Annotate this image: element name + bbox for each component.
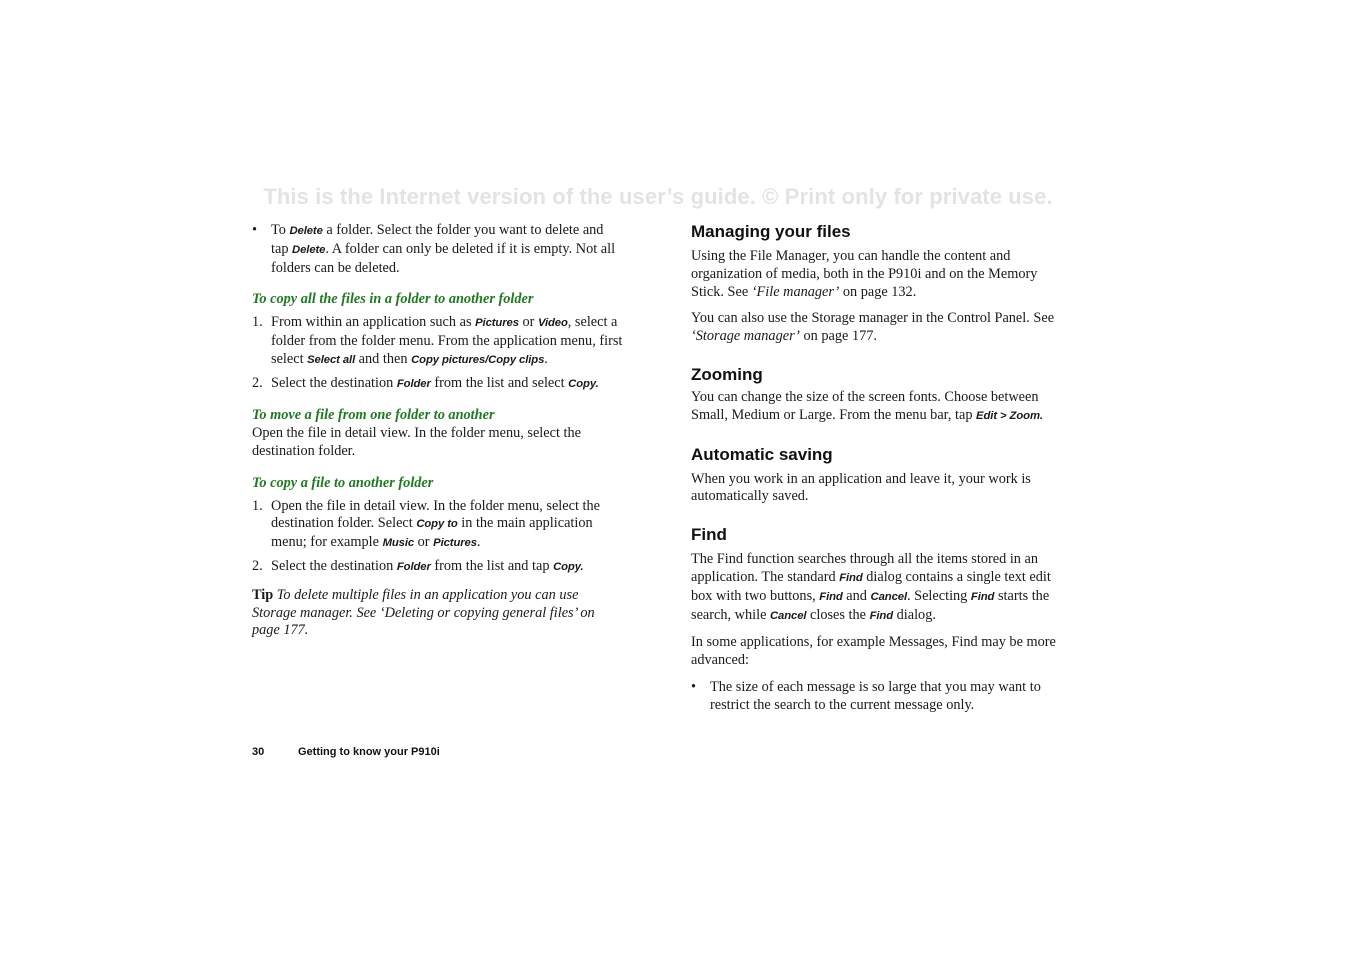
step-2 bbox=[252, 558, 624, 577]
heading-find: Find bbox=[691, 525, 727, 545]
text: . A folder can only be deleted if it is empty. Not all folders can be deleted. bbox=[271, 240, 616, 276]
text: or bbox=[518, 314, 538, 331]
heading-zooming: Zooming bbox=[691, 364, 763, 384]
text: dialog contains a single text edit box with two buttons, bbox=[691, 568, 1051, 604]
section-heading-move-file: To move a file from one folder to another bbox=[252, 407, 495, 424]
step-1 bbox=[252, 498, 624, 553]
text: or bbox=[414, 534, 434, 551]
text: Select the destination bbox=[271, 557, 397, 574]
text: closes the bbox=[806, 606, 870, 623]
ui-term-find: Find bbox=[869, 609, 894, 622]
managing-paragraph-2 bbox=[691, 310, 1063, 346]
find-paragraph-2: In some applications, for example Messages, Find may be more advanced: bbox=[691, 634, 1056, 669]
ui-term-cancel: Cancel bbox=[870, 590, 907, 603]
ui-term-delete: Delete bbox=[292, 243, 326, 256]
cross-reference: ‘File manager’ bbox=[751, 283, 840, 300]
zooming-paragraph bbox=[691, 389, 1063, 426]
text: and bbox=[842, 587, 871, 604]
autosave-paragraph: When you work in an application and leave it, your work is automatically saved. bbox=[691, 470, 1031, 505]
ui-term-folder: Folder bbox=[396, 560, 431, 573]
text: Open the file in detail view. In the folder menu, select the destination folder. Select bbox=[271, 497, 600, 532]
text: , select a folder from the folder menu. From the application menu, first select bbox=[271, 314, 623, 367]
text: on page 132. bbox=[839, 283, 917, 300]
text: To bbox=[271, 222, 290, 238]
text: from the list and tap bbox=[430, 557, 554, 574]
tip-text: To delete multiple files in an application you can use Storage manager. See ‘Deleting or copying general files’ on page 177. bbox=[252, 586, 595, 639]
ui-term-video: Video bbox=[537, 317, 568, 330]
step-number: 1. bbox=[252, 497, 263, 514]
ui-term-find: Find bbox=[819, 590, 843, 603]
text: Using the File Manager, you can handle the content and organization of media, both in the P910i and on the Memory Stick. See bbox=[691, 248, 1038, 300]
tip-paragraph bbox=[252, 587, 624, 640]
right-column bbox=[691, 222, 1063, 715]
ui-term-music: Music bbox=[382, 537, 415, 550]
ui-term-cancel: Cancel bbox=[770, 609, 807, 622]
section-body-move-file: Open the file in detail view. In the folder menu, select the destination folder. bbox=[252, 425, 581, 459]
text: . bbox=[544, 350, 548, 367]
text: . Selecting bbox=[906, 587, 971, 604]
ui-term-edit-zoom: Edit > Zoom. bbox=[976, 409, 1043, 422]
step-1 bbox=[252, 314, 624, 369]
text: The Find function searches through all the items stored in an application. The standard bbox=[691, 551, 1039, 585]
ui-term-select-all: Select all bbox=[307, 353, 356, 366]
heading-managing-files: Managing your files bbox=[691, 222, 851, 241]
ui-term-copy: Copy. bbox=[568, 377, 599, 390]
text: The size of each message is so large that you may want to restrict the search to the current message only. bbox=[710, 678, 1041, 713]
footer-title: Getting to know your P910i bbox=[298, 746, 440, 758]
text: From within an application such as bbox=[271, 314, 476, 331]
find-bullet bbox=[691, 679, 1063, 715]
text: You can also use the Storage manager in the Control Panel. See bbox=[691, 310, 1055, 327]
text: Select the destination bbox=[271, 374, 397, 391]
ui-term-folder: Folder bbox=[396, 377, 431, 390]
step-number: 1. bbox=[252, 314, 263, 331]
step-number: 2. bbox=[252, 374, 263, 391]
text: and then bbox=[355, 350, 412, 367]
ui-term-copy: Copy. bbox=[553, 560, 584, 573]
step-2 bbox=[252, 375, 624, 394]
heading-automatic-saving: Automatic saving bbox=[691, 444, 833, 464]
text: You can change the size of the screen fonts. Choose between Small, Medium or Large. From the menu bar, tap bbox=[691, 388, 1039, 423]
ui-term-copy-pictures: Copy pictures/Copy clips bbox=[411, 353, 545, 366]
section-heading-copy-file: To copy a file to another folder bbox=[252, 474, 434, 491]
bullet-marker: • bbox=[691, 678, 697, 695]
ui-term-find: Find bbox=[839, 571, 863, 584]
ui-term-pictures: Pictures bbox=[475, 317, 519, 330]
text: a folder. Select the folder you want to delete and tap bbox=[271, 222, 604, 257]
ui-term-find: Find bbox=[970, 590, 995, 603]
find-paragraph-1 bbox=[691, 551, 1063, 625]
ui-term-pictures: Pictures bbox=[433, 537, 477, 550]
bullet-marker: • bbox=[252, 222, 258, 238]
text: on page 177. bbox=[799, 328, 877, 345]
tip-label: Tip bbox=[252, 586, 274, 603]
ui-term-copy-to: Copy to bbox=[416, 518, 458, 531]
cross-reference: ‘Storage manager’ bbox=[691, 328, 800, 345]
ui-term-delete: Delete bbox=[289, 225, 323, 237]
bullet-delete-folder bbox=[252, 222, 624, 277]
text: in the main application menu; for example bbox=[271, 515, 593, 551]
step-number: 2. bbox=[252, 557, 263, 574]
page-number: 30 bbox=[252, 746, 265, 758]
text: from the list and select bbox=[430, 374, 569, 391]
section-heading-copy-all: To copy all the files in a folder to another folder bbox=[252, 291, 534, 308]
text: starts the search, while bbox=[691, 587, 1050, 623]
left-column bbox=[252, 222, 624, 640]
managing-paragraph-1 bbox=[691, 248, 1063, 301]
text: . bbox=[476, 534, 481, 551]
watermark-notice: This is the Internet version of the user’s guide. © Print only for private use. bbox=[263, 184, 1053, 209]
text: dialog. bbox=[893, 606, 936, 623]
